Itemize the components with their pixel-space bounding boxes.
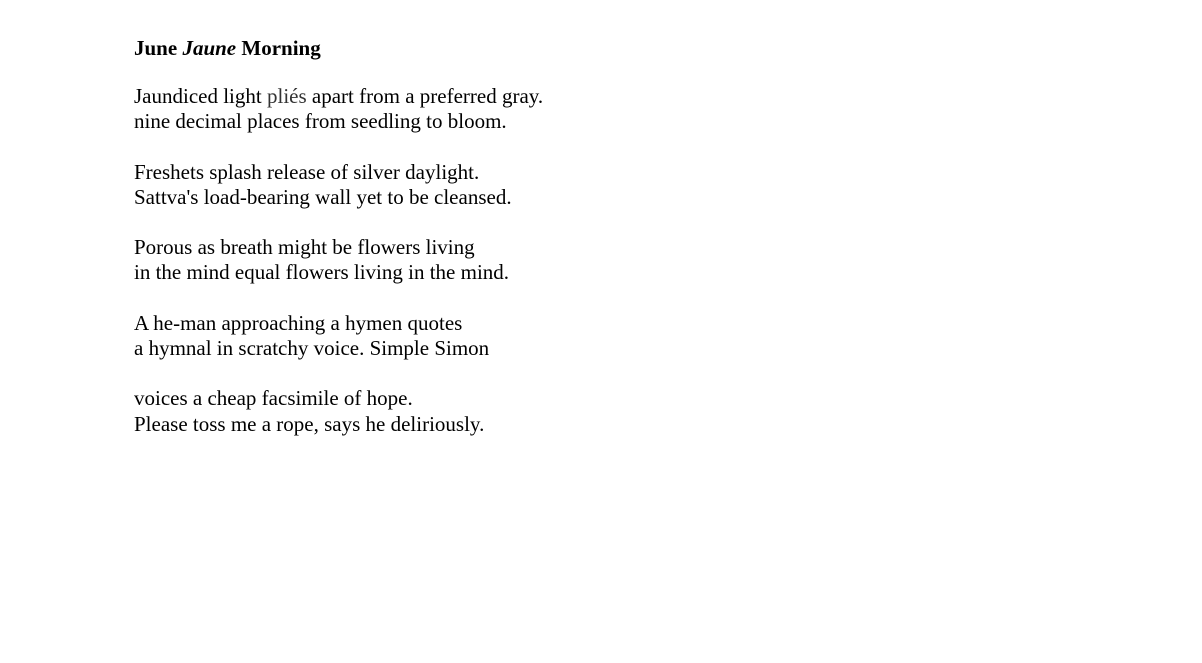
poem-line: Sattva's load-bearing wall yet to be cleansed. bbox=[134, 184, 512, 209]
poem-line: in the mind equal flowers living in the mind. bbox=[134, 260, 510, 285]
title-word-morning: Morning bbox=[241, 36, 321, 60]
poem-line: Please toss me a rope, says he deliriously. bbox=[134, 411, 485, 436]
poem-line: Freshets splash release of silver daylight. bbox=[134, 159, 480, 184]
stanza-5 bbox=[134, 386, 1034, 437]
poem bbox=[134, 33, 1034, 462]
line-text-after: apart from a preferred gray. bbox=[311, 84, 544, 108]
line-text-plies: pliés bbox=[266, 84, 307, 108]
stanza-3 bbox=[134, 235, 1034, 286]
stanza-2 bbox=[134, 160, 1034, 211]
line-text-before: Jaundiced light bbox=[134, 84, 262, 108]
stanza-4 bbox=[134, 311, 1034, 362]
title-word-jaune: Jaune bbox=[182, 36, 237, 60]
poem-line: Porous as breath might be flowers living bbox=[134, 235, 475, 260]
poem-line: nine decimal places from seedling to bloom. bbox=[134, 109, 507, 134]
poem-title bbox=[134, 33, 1034, 63]
poem-line: a hymnal in scratchy voice. Simple Simon bbox=[134, 336, 490, 361]
poem-line: voices a cheap facsimile of hope. bbox=[134, 386, 413, 411]
poem-line bbox=[134, 84, 1034, 109]
stanza-1 bbox=[134, 84, 1034, 135]
title-word-june: June bbox=[134, 36, 178, 60]
poem-line: A he-man approaching a hymen quotes bbox=[134, 310, 463, 335]
